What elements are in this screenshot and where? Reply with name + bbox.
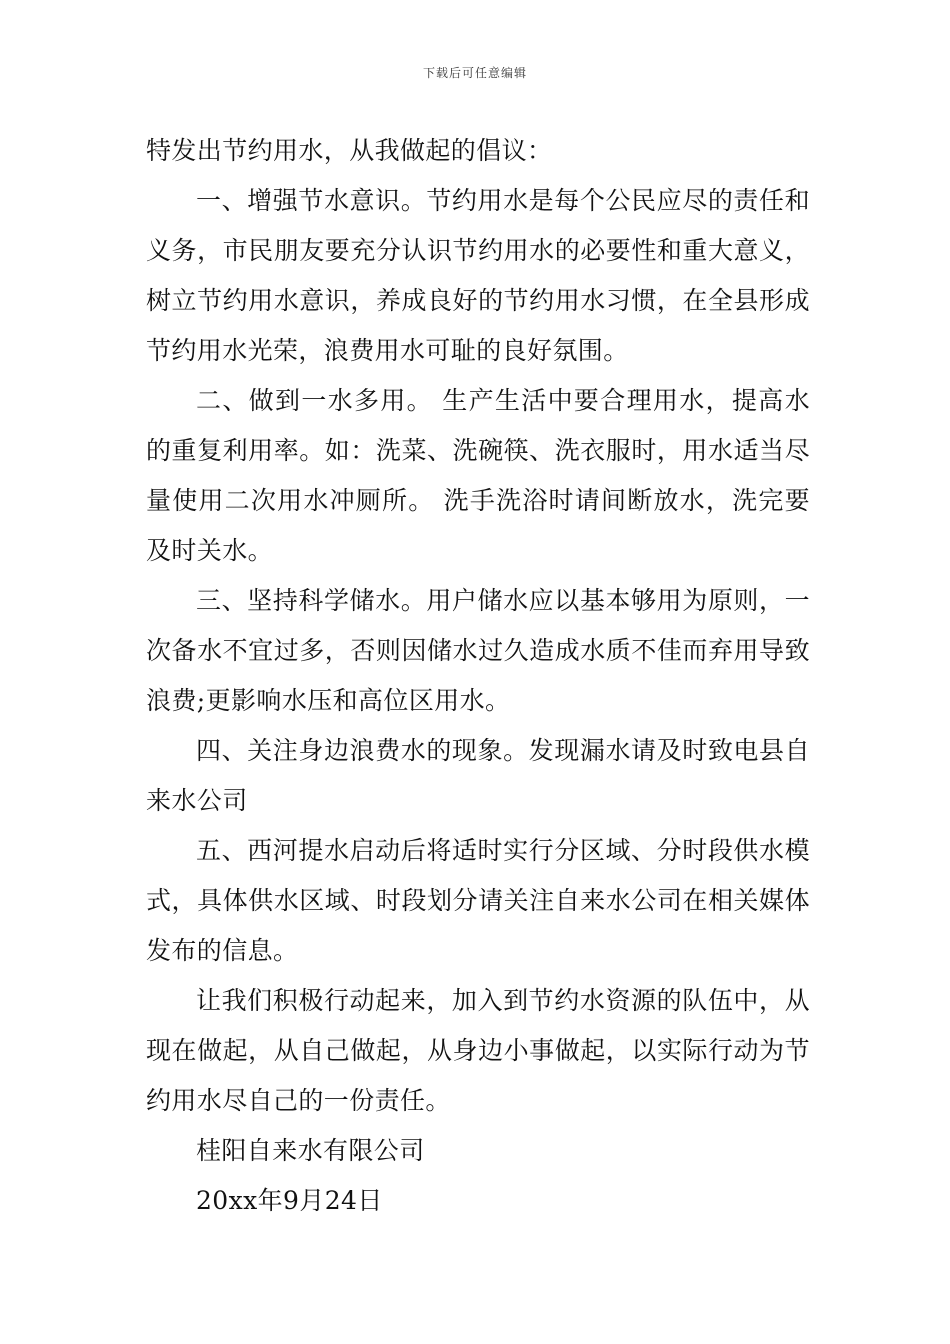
signature-company: 桂阳自来水有限公司 (196, 1136, 425, 1165)
proposal-5-paragraph: 五、西河提水启动后将适时实行分区域、分时段供水模式，具体供水区域、时段划分请关注自来水公司在相关媒体发布的信息。 (146, 836, 810, 965)
proposal-1-paragraph: 一、增强节水意识。节约用水是每个公民应尽的责任和义务，市民朋友要充分认识节约用水的必要性和重大意义，树立节约用水意识，养成良好的节约用水习惯，在全县形成节约用水光荣，浪费用水可耻的良好氛围。 (146, 186, 810, 365)
page-header: 下载后可任意编辑 (422, 66, 527, 80)
closing-paragraph: 让我们积极行动起来，加入到节约水资源的队伍中，从现在做起，从自己做起，从身边小事做起，以实际行动为节约用水尽自己的一份责任。 (146, 986, 810, 1115)
document-body (146, 126, 810, 1226)
proposal-2-paragraph: 二、做到一水多用。 生产生活中要合理用水，提高水的重复利用率。如：洗菜、洗碗筷、洗衣服时，用水适当尽量使用二次用水冲厕所。 洗手洗浴时请间断放水，洗完要及时关水。 (146, 386, 810, 565)
signature-date: 20xx年9月24日 (196, 1186, 383, 1215)
intro-paragraph: 特发出节约用水，从我做起的倡议： (146, 136, 553, 165)
proposal-3-paragraph: 三、坚持科学储水。用户储水应以基本够用为原则，一次备水不宜过多，否则因储水过久造成水质不佳而弃用导致浪费;更影响水压和高位区用水。 (146, 586, 810, 715)
proposal-4-paragraph: 四、关注身边浪费水的现象。发现漏水请及时致电县自来水公司 (146, 736, 810, 815)
